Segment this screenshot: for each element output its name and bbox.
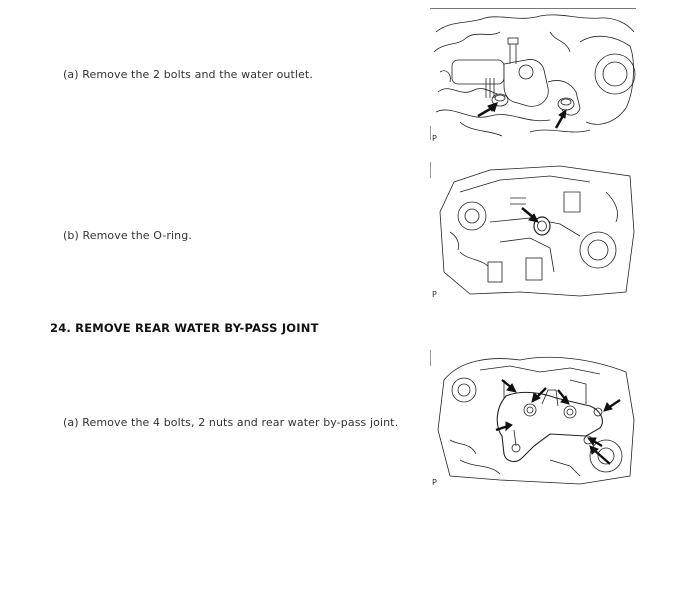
figure-code-label: P bbox=[432, 478, 437, 487]
step-a-remove-bolts-text: (a) Remove the 2 bolts and the water outlet. bbox=[63, 68, 313, 81]
figure-code-label: P bbox=[432, 290, 437, 299]
figure-rear-water-bypass-joint bbox=[430, 350, 636, 490]
figure-code-label: P bbox=[432, 134, 437, 143]
figure-o-ring bbox=[430, 162, 636, 302]
figure-margin-tick bbox=[430, 126, 431, 140]
water-outlet-illustration bbox=[430, 12, 636, 140]
section-heading: 24. REMOVE REAR WATER BY-PASS JOINT bbox=[50, 321, 319, 335]
step-a-remove-bypass-joint-text: (a) Remove the 4 bolts, 2 nuts and rear water by-pass joint. bbox=[63, 416, 399, 429]
step-b-remove-o-ring-text: (b) Remove the O-ring. bbox=[63, 229, 192, 242]
figure-top-rule bbox=[430, 8, 636, 9]
bypass-joint-illustration bbox=[430, 350, 636, 486]
figure-water-outlet bbox=[430, 8, 636, 144]
o-ring-illustration bbox=[430, 162, 636, 298]
